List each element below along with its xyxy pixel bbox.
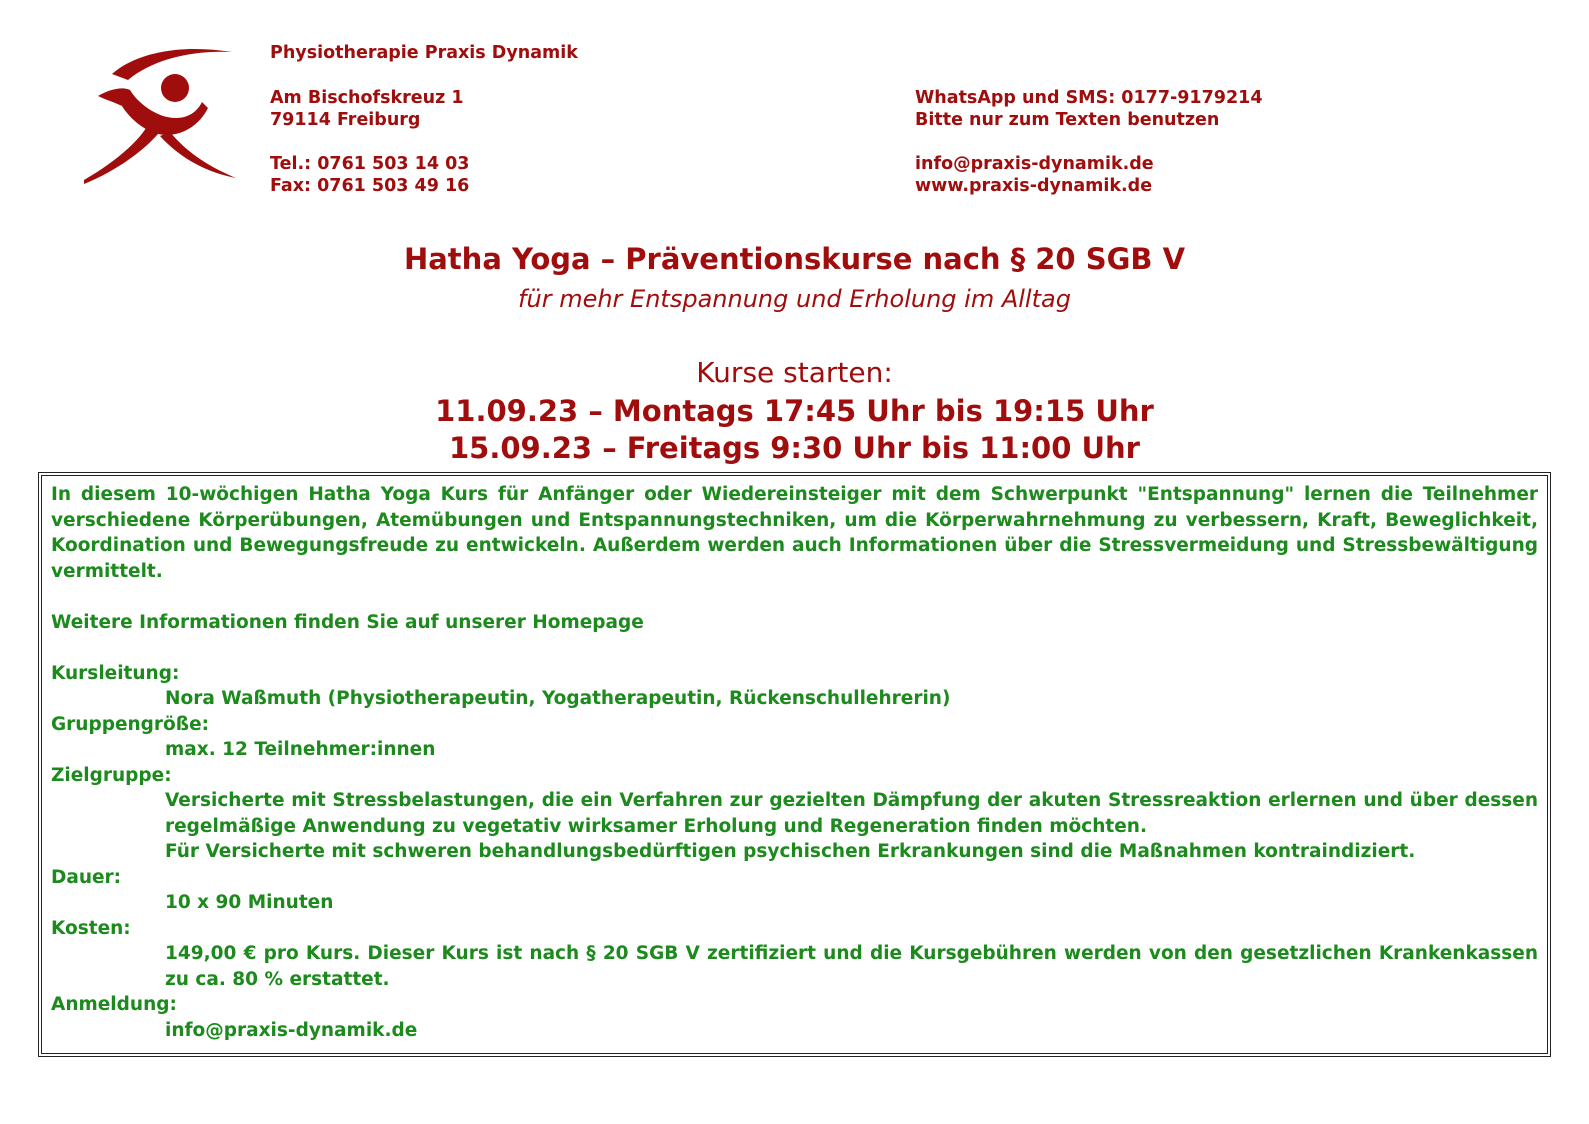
whatsapp-block [915,87,1263,131]
whatsapp-note: Bitte nur zum Texten benutzen [915,110,1220,130]
whatsapp-number: WhatsApp und SMS: 0177-9179214 [915,88,1263,108]
target-value-2: Für Versicherte mit schweren behandlungsbedürftigen psychischen Erkrankungen sind die Maßnahmen kontraindiziert. [165,841,1416,862]
course-subtitle: für mehr Entspannung und Erholung im Alltag [518,285,1071,313]
leader-value: Nora Waßmuth (Physiotherapeutin, Yogatherapeutin, Rückenschullehrerin) [165,688,951,709]
signup-label: Anmeldung: [51,994,177,1015]
course-info-box [38,472,1551,1057]
leader-label: Kursleitung: [51,662,180,684]
fax: Fax: 0761 503 49 16 [270,176,470,196]
course-date-1: 11.09.23 – Montags 17:45 Uhr bis 19:15 Uhr [435,394,1154,428]
practice-logo [82,46,242,191]
website-link[interactable]: www.praxis-dynamik.de [915,176,1153,196]
course-title: Hatha Yoga – Präventionskurse nach § 20 SGB V [403,242,1186,276]
phone-fax [270,153,469,197]
signup-email-link[interactable]: info@praxis-dynamik.de [165,1019,418,1041]
city: 79114 Freiburg [270,110,421,130]
starts-label: Kurse starten: [696,356,893,389]
group-value: max. 12 Teilnehmer:innen [165,739,436,760]
duration-value: 10 x 90 Minuten [165,892,334,913]
intro-text: In diesem 10-wöchigen Hatha Yoga Kurs für Anfänger oder Wiedereinsteiger mit dem Schwerpunkt "Entspannung" lernen die Teilnehmer verschiedene Körperübungen, Atemübungen und Entspannungstechniken, um die Körperwahrnehmung zu verbessern, Kraft, Beweglichkeit, Koordination und Bewegungsfreude zu entwickeln. Außerdem werden auch Informationen über die Stressvermeidung und Stressbewältigung vermittelt. [51,484,1538,582]
cost-value: 149,00 € pro Kurs. Dieser Kurs ist nach § 20 SGB V zertifiziert und die Kursgebühren werden von den gesetzlichen Krankenkassen zu ca. 80 % erstattet. [165,943,1538,990]
duration-label: Dauer: [51,866,122,888]
street: Am Bischofskreuz 1 [270,88,464,108]
email-link[interactable]: info@praxis-dynamik.de [915,154,1154,174]
phone: Tel.: 0761 503 14 03 [270,154,470,174]
group-label: Gruppengröße: [51,713,210,735]
contact-web [915,153,1154,197]
more-info-text: Weitere Informationen finden Sie auf unserer Homepage [51,611,644,633]
target-label: Zielgruppe: [51,764,172,786]
course-date-2: 15.09.23 – Freitags 9:30 Uhr bis 11:00 Uhr [449,431,1140,465]
address [270,87,464,131]
cost-label: Kosten: [51,917,131,939]
practice-name: Physiotherapie Praxis Dynamik [270,43,578,63]
target-value-1: Versicherte mit Stressbelastungen, die ein Verfahren zur gezielten Dämpfung der akuten Stressreaktion erlernen und über dessen regelmäßige Anwendung zu vegetativ wirksamer Erholung und Regeneration finden möchten. [165,790,1538,837]
